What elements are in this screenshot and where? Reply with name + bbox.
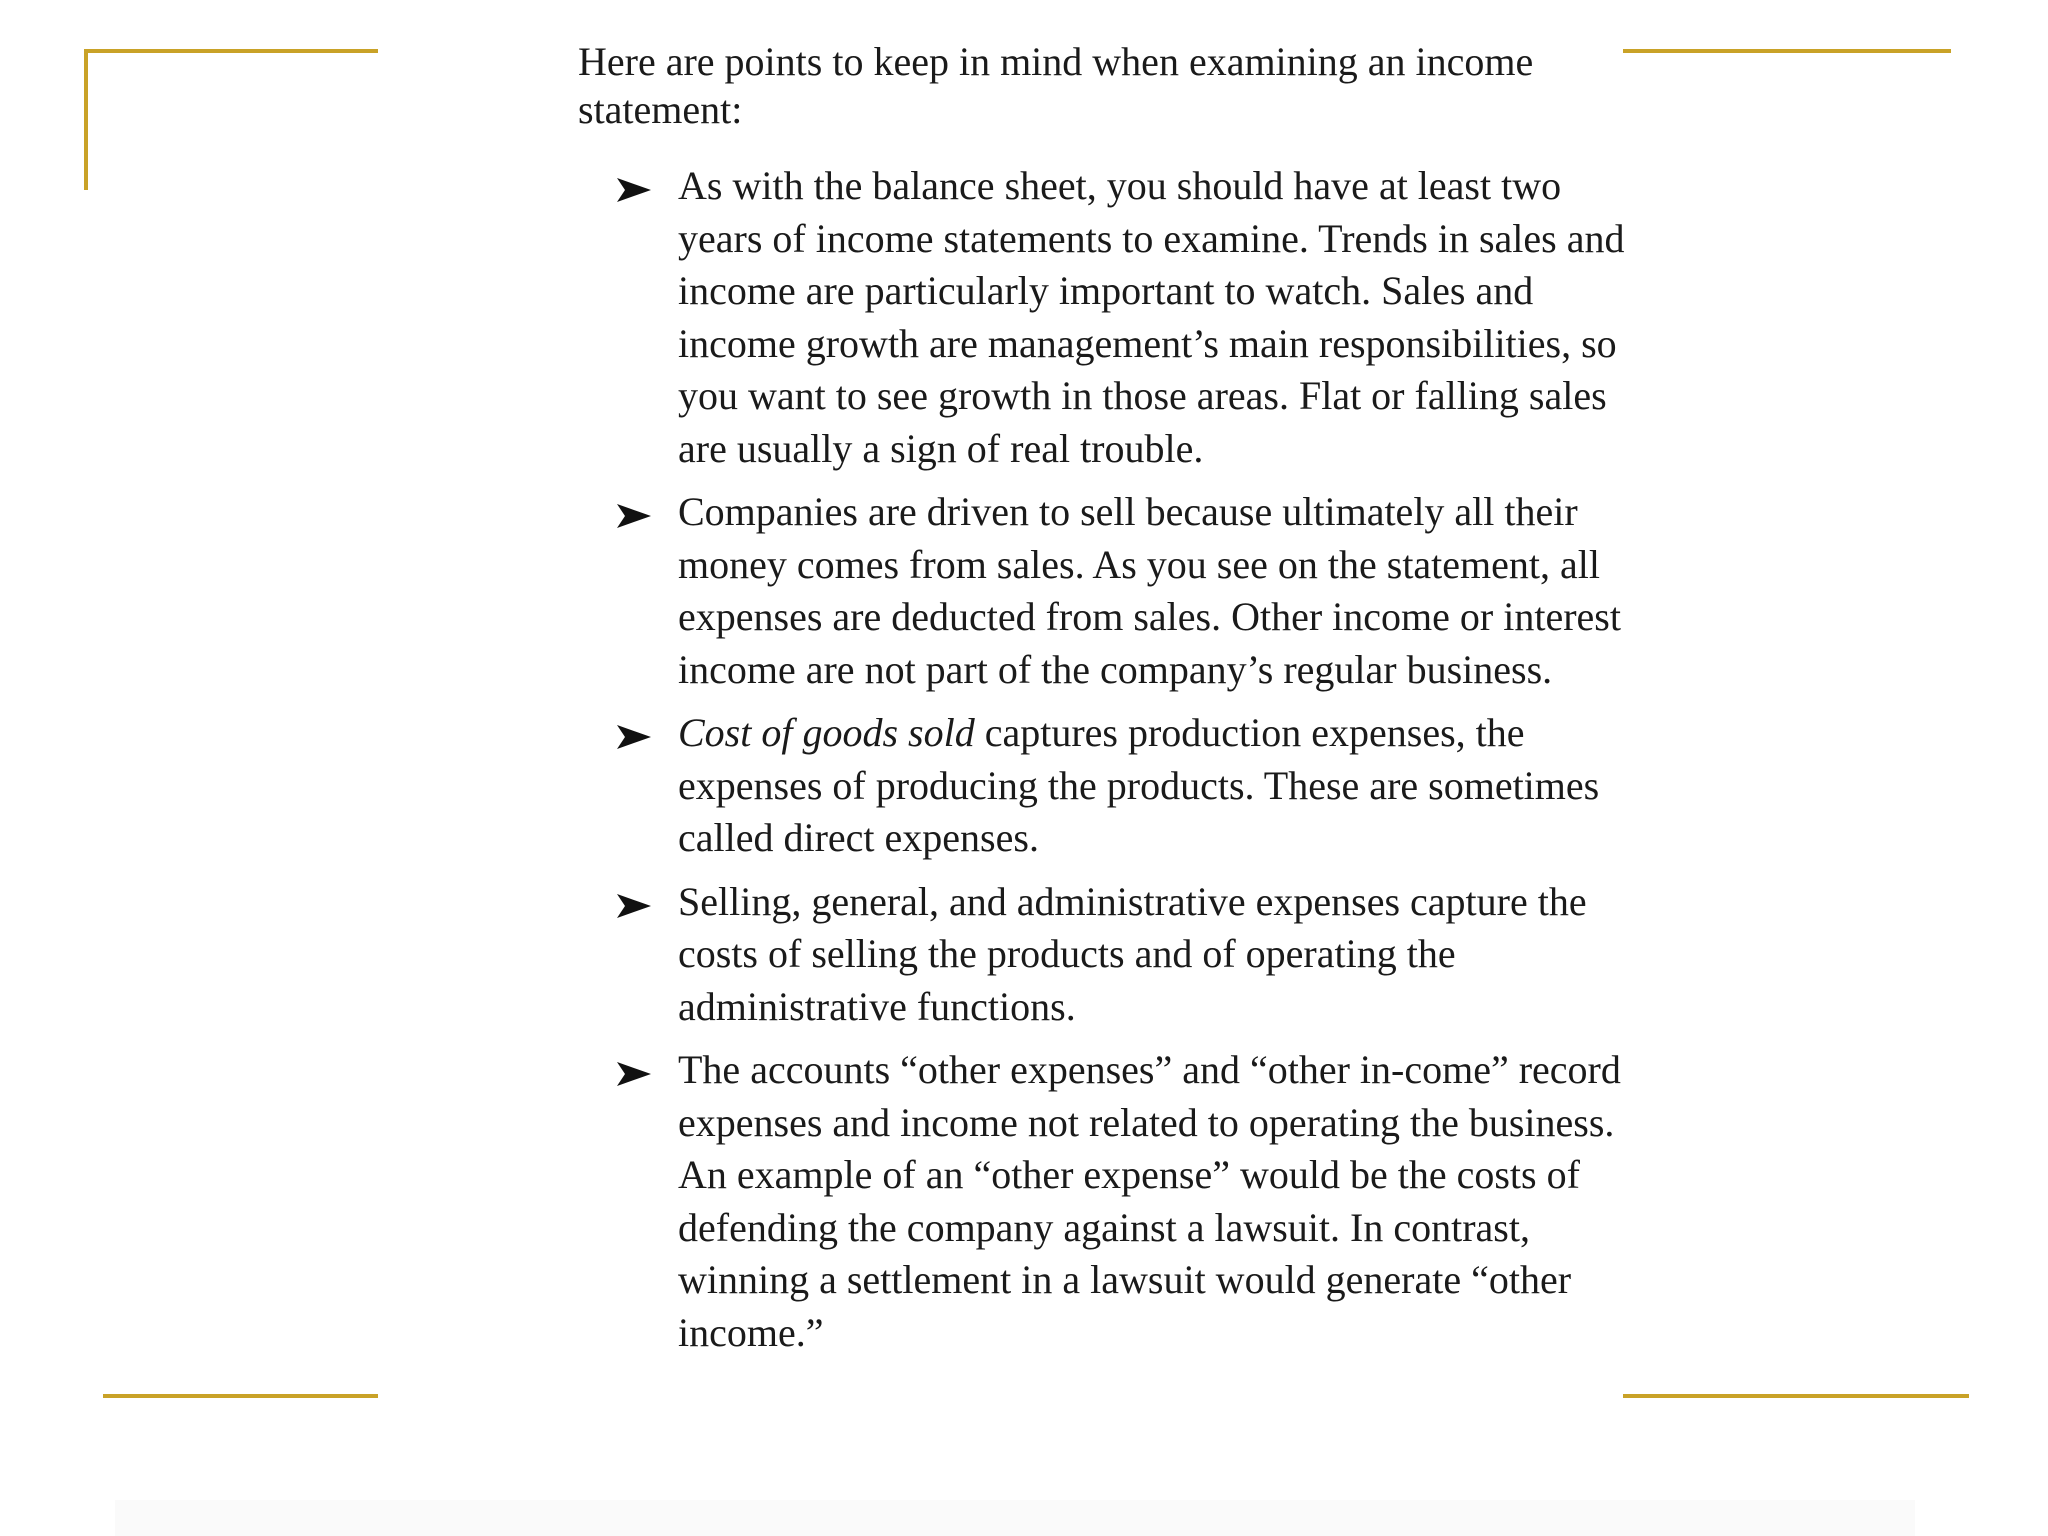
arrowhead-bullet-icon xyxy=(616,893,652,919)
point-text xyxy=(678,876,1638,1034)
arrowhead-bullet-icon xyxy=(616,177,652,203)
points-list xyxy=(578,160,1628,1359)
arrowhead-bullet-icon xyxy=(616,1061,652,1087)
list-item xyxy=(578,486,1628,696)
point-body: Companies are driven to sell because ultimately all their money comes from sales. As you see on the statement, all expenses are deducted from sales. Other income or interest income are not part of the company’s regular business. xyxy=(678,489,1621,692)
slide-bottom-band xyxy=(115,1500,1915,1536)
list-item xyxy=(578,1044,1628,1359)
point-text xyxy=(678,707,1638,865)
point-text xyxy=(678,1044,1638,1359)
top-right-gold-rule xyxy=(1623,49,1951,53)
point-body: Selling, general, and administrative expenses capture the costs of selling the products and of operating the administrative functions. xyxy=(678,878,1587,1029)
point-body: As with the balance sheet, you should have at least two years of income statements to examine. Trends in sales and income are particularly important to watch. Sales and income growth are management’s main responsibilities, so you want to see growth in those areas. Flat or falling sales are usually a sign of real trouble. xyxy=(678,163,1625,471)
point-body: The accounts “other expenses” and “other in-come” record expenses and income not related to operating the business. An example of an “other expense” would be the costs of defending the company against a lawsuit. In contrast, winning a settlement in a lawsuit would generate “other income.” xyxy=(678,1047,1621,1355)
arrowhead-bullet-icon xyxy=(616,724,652,750)
top-left-gold-rule xyxy=(84,49,378,53)
point-lead-italic: Cost of goods sold xyxy=(678,710,975,755)
list-item xyxy=(578,160,1628,475)
list-item xyxy=(578,707,1628,865)
bottom-left-gold-rule xyxy=(103,1394,378,1398)
point-text xyxy=(678,486,1638,696)
point-text xyxy=(678,160,1638,475)
income-statement-notes xyxy=(578,38,1628,1370)
bottom-right-gold-rule xyxy=(1623,1394,1969,1398)
list-item xyxy=(578,876,1628,1034)
point-body: captures production expenses, the expenses of producing the products. These are sometimes called direct expenses. xyxy=(678,710,1600,860)
arrowhead-bullet-icon xyxy=(616,503,652,529)
intro-paragraph: Here are points to keep in mind when examining an income statement: xyxy=(578,39,1534,132)
top-left-gold-rule-vertical xyxy=(84,49,88,190)
